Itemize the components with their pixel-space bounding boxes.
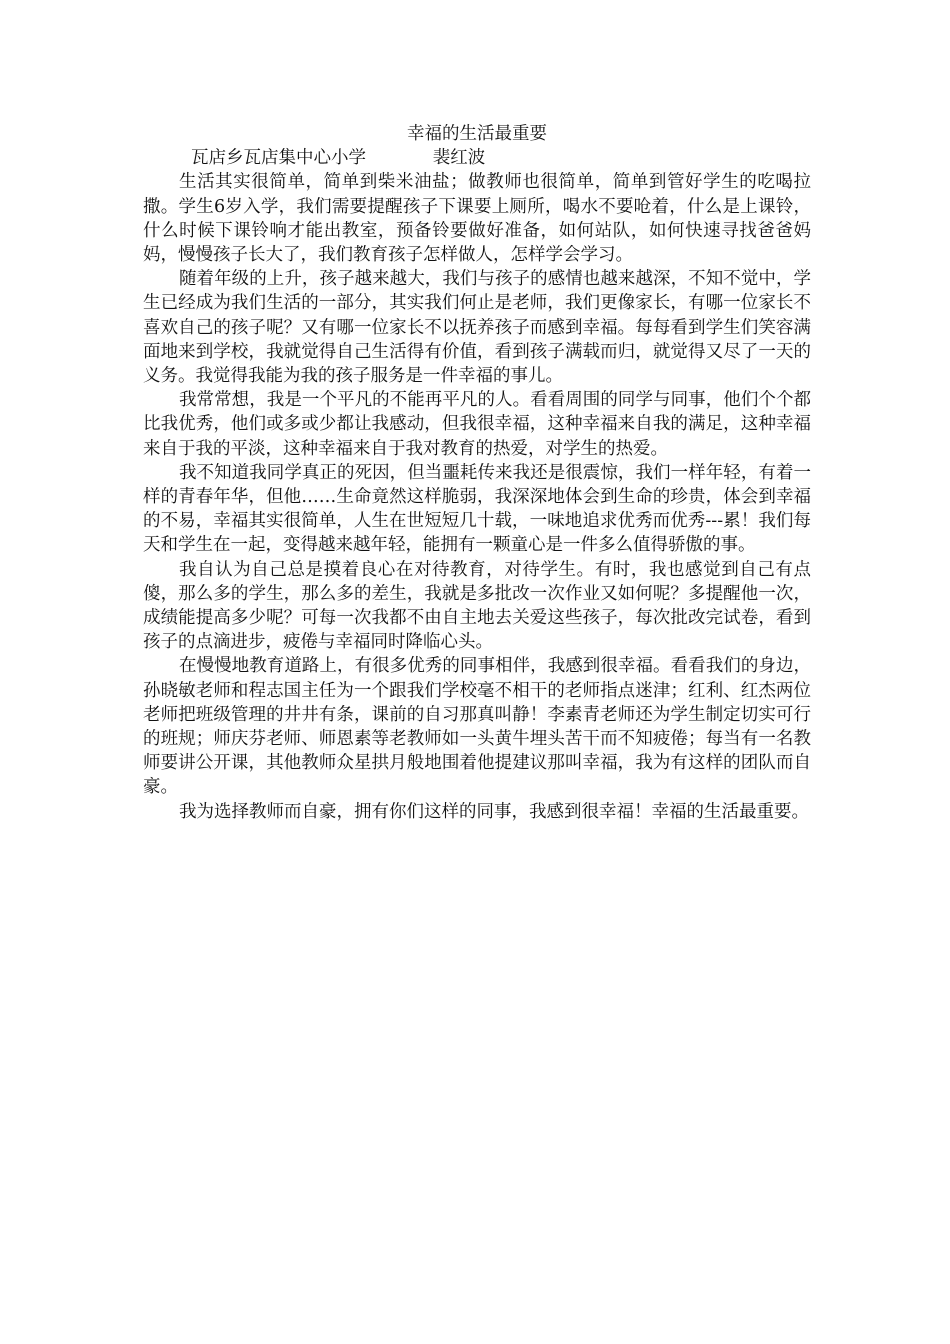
paragraph-5: 我自认为自己总是摸着良心在对待教育，对待学生。有时，我也感觉到自己有点傻，那么多的学生，那么多的差生，我就是多批改一次作业又如何呢？多提醒他一次，成绩能提高多少呢？可每一次我都不由自主地去关爱这些孩子，每次批改完试卷，看到孩子的点滴进步，疲倦与幸福同时降临心头。: [143, 559, 811, 653]
paragraph-7: 我为选择教师而自豪，拥有你们这样的同事，我感到很幸福！幸福的生活最重要。: [179, 801, 809, 822]
paragraph-1: 生活其实很简单，简单到柴米油盐；做教师也很简单，简单到管好学生的吃喝拉撒。学生6岁入学，我们需要提醒孩子下课要上厕所，喝水不要呛着，什么是上课铃，什么时候下课铃响才能出教室，预备铃要做好准备，如何站队，如何快速寻找爸爸妈妈，慢慢孩子长大了，我们教育孩子怎样做人，怎样学会学习。: [143, 172, 811, 266]
paragraph-3: 我常常想，我是一个平凡的不能再平凡的人。看看周围的同学与同事，他们个个都比我优秀，他们或多或少都让我感动，但我很幸福，这种幸福来自我的满足，这种幸福来自于我的平淡，这种幸福来自于我对教育的热爱，对学生的热爱。: [143, 390, 811, 459]
paragraph-4: 我不知道我同学真正的死因，但当噩耗传来我还是很震惊，我们一样年轻，有着一样的青春年华，但他……生命竟然这样脆弱，我深深地体会到生命的珍贵，体会到幸福的不易，幸福其实很简单，人生在世短短几十载，一味地追求优秀而优秀---累！我们每天和学生在一起，变得越来越年轻，能拥有一颗童心是一件多么值得骄傲的事。: [143, 462, 811, 556]
paragraph-2: 随着年级的上升，孩子越来越大，我们与孩子的感情也越来越深，不知不觉中，学生已经成为我们生活的一部分，其实我们何止是老师，我们更像家长，有哪一位家长不喜欢自己的孩子呢？又有哪一位家长不以抚养孩子而感到幸福。每每看到学生们笑容满面地来到学校，我就觉得自己生活得有价值，看到孩子满载而归，就觉得又尽了一天的义务。我觉得我能为我的孩子服务是一件幸福的事儿。: [143, 269, 811, 387]
document-title: 幸福的生活最重要: [407, 124, 547, 144]
document-page: [143, 122, 811, 824]
author-byline: 瓦店乡瓦店集中心小学 裴红波: [191, 148, 486, 169]
paragraph-6: 在慢慢地教育道路上，有很多优秀的同事相伴，我感到很幸福。看看我们的身边，孙晓敏老师和程志国主任为一个跟我们学校毫不相干的老师指点迷津；红利、红杰两位老师把班级管理的井井有条，课前的自习那真叫静！李素青老师还为学生制定切实可行的班规；师庆芬老师、师恩素等老教师如一头黄牛埋头苦干而不知疲倦；每当有一名教师要讲公开课，其他教师众星拱月般地围着他提建议那叫幸福，我为有这样的团队而自豪。: [143, 656, 811, 798]
